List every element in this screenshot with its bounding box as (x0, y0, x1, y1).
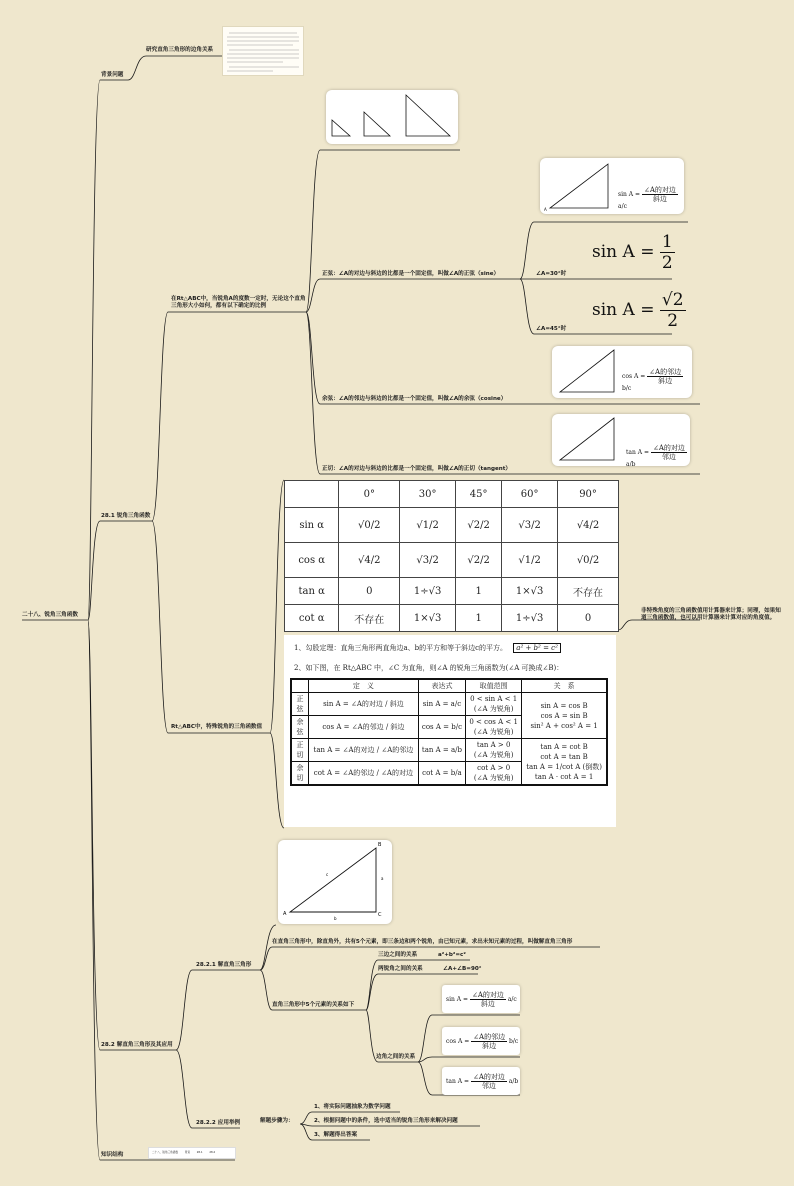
relations-name-cell: 余切 (291, 762, 309, 786)
cos-rel-lhs: cos A = (446, 1038, 470, 1045)
sin45-lhs: sin A = (592, 300, 655, 320)
value-cell: 0 (339, 578, 400, 605)
sin-rel-num: ∠A的对边 (471, 991, 504, 999)
subsection-28-2-2[interactable]: 28.2.2 应用举例 (196, 1120, 241, 1126)
corner-cell (291, 679, 309, 693)
relations-expr-cell: tan A = a/b (418, 739, 465, 762)
subsection-28-2-1[interactable]: 28.2.1 解直角三角形 (196, 962, 252, 968)
side-a-label: a (381, 876, 384, 881)
relations-row (291, 693, 607, 716)
relations-header-cell: 定 义 (309, 679, 419, 693)
value-cell: 1÷√3 (400, 578, 456, 605)
background-text-thumbnail (222, 26, 304, 76)
value-cell: 1 (456, 578, 502, 605)
tangent-triangle-svg (552, 414, 622, 466)
table-header-cell: 90° (558, 481, 619, 508)
tangent-formula (626, 444, 690, 466)
range-note: (∠A 为锐角) (473, 774, 514, 782)
tan-rel-lhs: tan A = (446, 1078, 470, 1085)
relations-header-row (291, 679, 607, 693)
tan-lhs: tan A = (626, 449, 650, 456)
special-values-table (284, 480, 619, 632)
range-value: 0 < cos A < 1 (469, 718, 518, 726)
pythagoras-text: 1、勾股定理：直角三角形两直角边a、b的平方和等于斜边c的平方。 (294, 644, 508, 652)
similar-triangles-svg (326, 90, 458, 144)
right-triangle-svg (278, 840, 392, 924)
tangent-card (552, 414, 690, 466)
vertex-label: A (544, 207, 547, 212)
relations-name-cell: 正弦 (291, 693, 309, 716)
sin-ac: a/c (618, 203, 627, 210)
similar-triangles-image (326, 90, 458, 144)
angle-45-label[interactable]: ∠A=45°时 (536, 326, 567, 332)
steps-label[interactable]: 解题步骤为： (260, 1118, 294, 1124)
five-elements-relation[interactable]: 直角三角形中5个元素的关系如下 (272, 1002, 355, 1008)
value-cell: √3/2 (502, 508, 558, 543)
table-header-row (285, 481, 619, 508)
tan-rel-num: ∠A的对边 (472, 1073, 505, 1081)
right-triangle-image (278, 840, 392, 924)
identity-line: sin² A + cos² A = 1 (530, 721, 598, 730)
value-cell: 0 (558, 605, 619, 632)
sine-triangle-svg (540, 158, 612, 214)
value-cell: √3/2 (400, 543, 456, 578)
root-node[interactable]: 二十八、锐角三角函数 (22, 612, 78, 618)
table-header-cell: 45° (456, 481, 502, 508)
value-cell: √1/2 (400, 508, 456, 543)
relations-def-cell: cos A = ∠A的邻边 / 斜边 (309, 716, 419, 739)
cosine-triangle-svg (552, 346, 622, 398)
branch-28-2[interactable]: 28.2 解直角三角形及其应用 (101, 1042, 173, 1048)
side-b-label: b (334, 916, 337, 921)
table-row (285, 605, 619, 632)
value-cell: √0/2 (339, 508, 400, 543)
sin45-formula (592, 290, 686, 331)
cosine-formula (622, 368, 692, 392)
cos-relation-formula (446, 1033, 518, 1050)
table-row (285, 508, 619, 543)
pythagoras-box: a² + b² = c² (513, 643, 561, 653)
relations-expr-cell: sin A = a/c (418, 693, 465, 716)
text-lines-thumbnail (223, 27, 303, 75)
sin30-lhs: sin A = (592, 242, 655, 262)
table-row (285, 578, 619, 605)
identity-line: tan A · cot A = 1 (534, 772, 594, 781)
value-cell: 1×√3 (400, 605, 456, 632)
relations-range-cell (466, 693, 522, 716)
structure-item: 背景 (184, 1151, 190, 1154)
relations-def-cell: tan A = ∠A的对边 / ∠A的邻边 (309, 739, 419, 762)
relations-range-cell (466, 762, 522, 786)
value-cell: √0/2 (558, 543, 619, 578)
sine-formula (618, 186, 684, 210)
branch-28-1[interactable]: 28.1 锐角三角函数 (101, 513, 151, 519)
relations-header-cell: 关 系 (522, 679, 607, 693)
sine-card (540, 158, 684, 214)
range-value: 0 < sin A < 1 (470, 695, 518, 703)
identity-line: tan A = cot B (540, 742, 588, 751)
branch-background[interactable]: 背景问题 (101, 72, 124, 78)
sin-lhs: sin A = (618, 191, 641, 198)
relations-identity-cell (522, 739, 607, 786)
value-cell: √4/2 (558, 508, 619, 543)
range-note: (∠A 为锐角) (473, 705, 514, 713)
cos-rel-den: 斜边 (482, 1042, 497, 1050)
sin30-den: 2 (661, 253, 673, 273)
sin-rel-ac: a/c (507, 996, 517, 1003)
cos-bc: b/c (622, 385, 632, 392)
special-values-label[interactable]: Rt△ABC中，特殊锐角的三角函数值 (171, 724, 263, 730)
vertex-a-label: A (283, 911, 287, 917)
relations-expr-cell: cos A = b/c (418, 716, 465, 739)
value-cell: 1×√3 (502, 578, 558, 605)
step-1[interactable]: 1、将实际问题抽象为数学问题 (314, 1104, 391, 1110)
table-header-cell: 0° (339, 481, 400, 508)
relations-name-cell: 余弦 (291, 716, 309, 739)
table-header-cell: 60° (502, 481, 558, 508)
step-2[interactable]: 2、根据问题中的条件，选中适当的锐角三角形来解决问题 (314, 1118, 458, 1124)
solving-definition[interactable]: 在直角三角形中，除直角外，共有5个元素，即三条边和两个锐角，由已知元素，求出未知元素的过程，叫做解直角三角形 (272, 939, 573, 945)
summary-card (284, 635, 616, 827)
cos-den: 斜边 (658, 377, 673, 385)
tangent-definition[interactable]: 正切：∠A的对边与斜边的比都是一个固定值，叫做∠A的正切（tangent） (322, 466, 512, 472)
function-name-cell: cot α (285, 605, 339, 632)
cos-relation-card (442, 1027, 520, 1055)
sides-relation[interactable]: 三边之间的关系 (378, 952, 418, 958)
tan-ab: a/b (626, 461, 636, 466)
sin45-num: √2 (661, 290, 684, 310)
vertex-b-label: B (378, 842, 382, 848)
background-subtopic[interactable]: 研究直角三角形的边角关系 (146, 47, 214, 53)
structure-item: 28.1 (196, 1151, 203, 1154)
sin30-num: 1 (661, 232, 673, 252)
tan-relation-card (442, 1067, 520, 1095)
value-cell: 1÷√3 (502, 605, 558, 632)
relations-def-cell: sin A = ∠A的对边 / 斜边 (309, 693, 419, 716)
angle-30-label[interactable]: ∠A=30°时 (536, 271, 567, 277)
table-header-cell: 30° (400, 481, 456, 508)
relations-range-cell (466, 739, 522, 762)
function-name-cell: sin α (285, 508, 339, 543)
summary-line1 (294, 643, 561, 653)
sin-rel-den: 斜边 (480, 1000, 495, 1008)
value-cell: 不存在 (558, 578, 619, 605)
range-note: (∠A 为锐角) (473, 751, 514, 759)
tan-den: 邻边 (661, 453, 676, 461)
sin30-formula (592, 232, 675, 273)
branch-structure[interactable]: 知识结构 (101, 1152, 124, 1158)
value-cell: 1 (456, 605, 502, 632)
relations-def-cell: cot A = ∠A的邻边 / ∠A的对边 (309, 762, 419, 786)
cos-lhs: cos A = (622, 373, 646, 380)
function-name-cell: tan α (285, 578, 339, 605)
sin-rel-lhs: sin A = (446, 996, 469, 1003)
value-cell: √2/2 (456, 543, 502, 578)
summary-line2: 2、如下图，在 Rt△ABC 中，∠C 为直角，则∠A 的锐角三角函数为(∠A 可换成∠B)： (294, 664, 564, 672)
tan-rel-den: 邻边 (481, 1082, 496, 1090)
sine-definition[interactable]: 正弦：∠A的对边与斜边的比都是一个固定值，叫做∠A的正弦（sine） (322, 271, 500, 277)
cos-rel-num: ∠A的邻边 (473, 1033, 506, 1041)
step-3[interactable]: 3、解题得出答案 (314, 1132, 358, 1138)
sin-relation-card (442, 985, 520, 1013)
relations-name-cell: 正切 (291, 739, 309, 762)
relations-table (290, 678, 608, 786)
relations-expr-cell: cot A = b/a (418, 762, 465, 786)
sides-relation-value: a²+b²=c² (438, 952, 466, 958)
cosine-card (552, 346, 692, 398)
range-note: (∠A 为锐角) (473, 728, 514, 736)
value-cell: √2/2 (456, 508, 502, 543)
relations-identity-cell (522, 693, 607, 739)
identity-line: cos A = sin B (540, 711, 588, 720)
identity-line: cot A = tan B (540, 752, 588, 761)
tan-rel-ab: a/b (508, 1078, 519, 1085)
sin45-den: 2 (667, 311, 679, 331)
relations-row (291, 739, 607, 762)
sin-den: 斜边 (652, 195, 667, 203)
sin-num: ∠A的对边 (643, 186, 676, 194)
side-c-label: c (326, 872, 329, 877)
relations-range-cell (466, 716, 522, 739)
table-row (285, 543, 619, 578)
range-value: cot A > 0 (477, 764, 511, 772)
relations-header-cell: 表达式 (418, 679, 465, 693)
rt-intro-label[interactable]: 在Rt△ABC中，当锐角A的度数一定时，无论这个直角三角形大小如何，都有以下确定的比例 (171, 296, 306, 309)
cos-rel-bc: b/c (509, 1038, 519, 1045)
table-header-cell (285, 481, 339, 508)
edge-angle-relation[interactable]: 边角之间的关系 (376, 1054, 416, 1060)
structure-preview (148, 1147, 236, 1159)
sin-relation-formula (446, 991, 517, 1008)
relations-header-cell: 取值范围 (466, 679, 522, 693)
value-cell: 不存在 (339, 605, 400, 632)
tan-num: ∠A的对边 (652, 444, 685, 452)
structure-item: 28.2 (209, 1151, 216, 1154)
vertex-c-label: C (378, 912, 382, 918)
identity-line: sin A = cos B (540, 701, 588, 710)
cosine-definition[interactable]: 余弦：∠A的邻边与斜边的比都是一个固定值，叫做∠A的余弦（cosine） (322, 396, 507, 402)
calculator-note[interactable]: 非特殊角度的三角函数值用计算器来计算；同理，如果知道三角函数值，也可以用计算器来计算对应的角度值。 (641, 608, 781, 621)
angles-relation[interactable]: 两锐角之间的关系 (378, 966, 423, 972)
structure-item: 二十八、锐角三角函数 (152, 1151, 178, 1154)
identity-line: tan A = 1/cot A (倒数) (526, 762, 603, 771)
range-value: tan A > 0 (476, 741, 511, 749)
cos-num: ∠A的邻边 (649, 368, 682, 376)
value-cell: √1/2 (502, 543, 558, 578)
angles-relation-value: ∠A+∠B=90° (443, 966, 482, 972)
tan-relation-formula (446, 1073, 518, 1090)
value-cell: √4/2 (339, 543, 400, 578)
function-name-cell: cos α (285, 543, 339, 578)
